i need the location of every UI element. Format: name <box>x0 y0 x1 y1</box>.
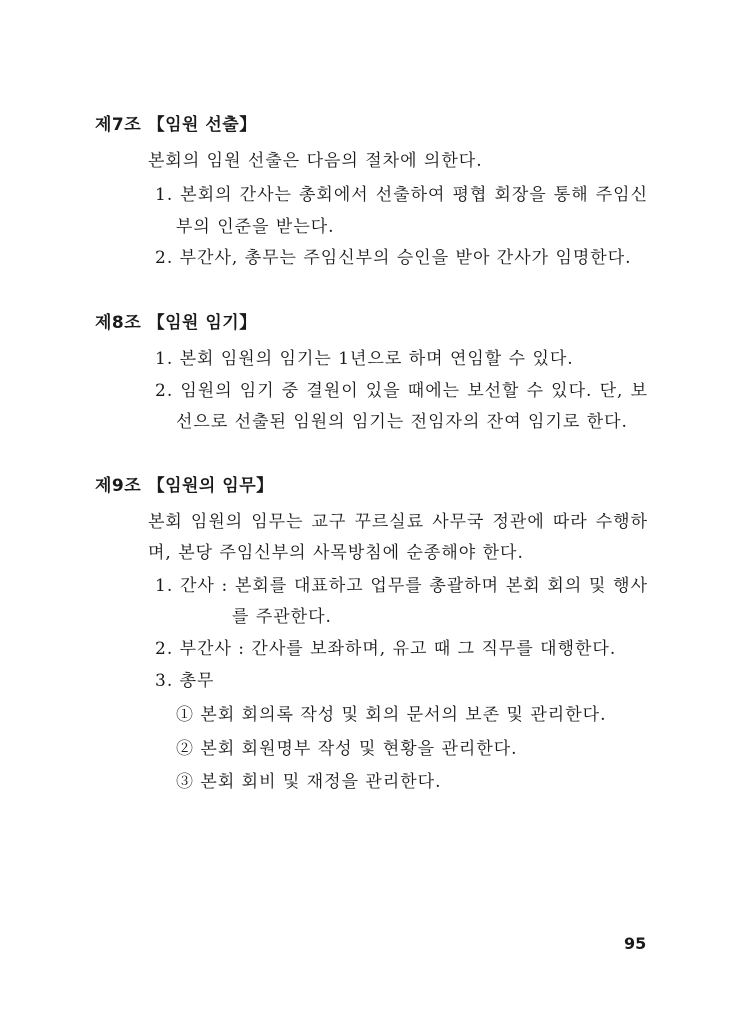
article-9-item-1-line-1: 1. 간사 : 본회를 대표하고 업무를 총괄하며 본회 회의 및 행사 <box>155 576 648 596</box>
article-8-item-2-line-2: 선으로 선출된 임원의 임기는 전임자의 잔여 임기로 한다. <box>176 412 628 432</box>
page-number: 95 <box>624 934 647 953</box>
article-8-item-1: 1. 본회 임원의 임기는 1년으로 하며 연임할 수 있다. <box>155 349 574 369</box>
article-7-heading: 제7조 【임원 선출】 <box>95 115 257 135</box>
article-7-item-2: 2. 부간사, 총무는 주임신부의 승인을 받아 간사가 임명한다. <box>155 248 632 268</box>
article-7-item-1-line-2: 부의 인준을 받는다. <box>176 217 335 237</box>
article-8-item-2-line-1: 2. 임원의 임기 중 결원이 있을 때에는 보선할 수 있다. 단, 보 <box>155 381 648 401</box>
article-9-item-3: 3. 총무 <box>155 671 215 691</box>
article-9-subitem-3: ③ 본회 회비 및 재정을 관리한다. <box>176 772 442 792</box>
article-9-item-1-line-2: 를 주관한다. <box>232 607 332 627</box>
article-9-intro-line-2: 며, 본당 주임신부의 사목방침에 순종해야 한다. <box>148 543 524 563</box>
article-7-intro: 본회의 임원 선출은 다음의 절차에 의한다. <box>148 151 483 171</box>
article-9-intro-line-1: 본회 임원의 임무는 교구 꾸르실료 사무국 정관에 따라 수행하 <box>148 512 648 532</box>
article-9-subitem-2: ② 본회 회원명부 작성 및 현황을 관리한다. <box>176 739 518 759</box>
article-7-item-1-line-1: 1. 본회의 간사는 총회에서 선출하여 평협 회장을 통해 주임신 <box>155 185 648 205</box>
article-9-heading: 제9조 【임원의 임무】 <box>95 476 274 496</box>
article-8-heading: 제8조 【임원 임기】 <box>95 313 257 333</box>
article-9-subitem-1: ① 본회 회의록 작성 및 회의 문서의 보존 및 관리한다. <box>176 705 607 725</box>
article-9-item-2: 2. 부간사 : 간사를 보좌하며, 유고 때 그 직무를 대행한다. <box>155 639 617 659</box>
